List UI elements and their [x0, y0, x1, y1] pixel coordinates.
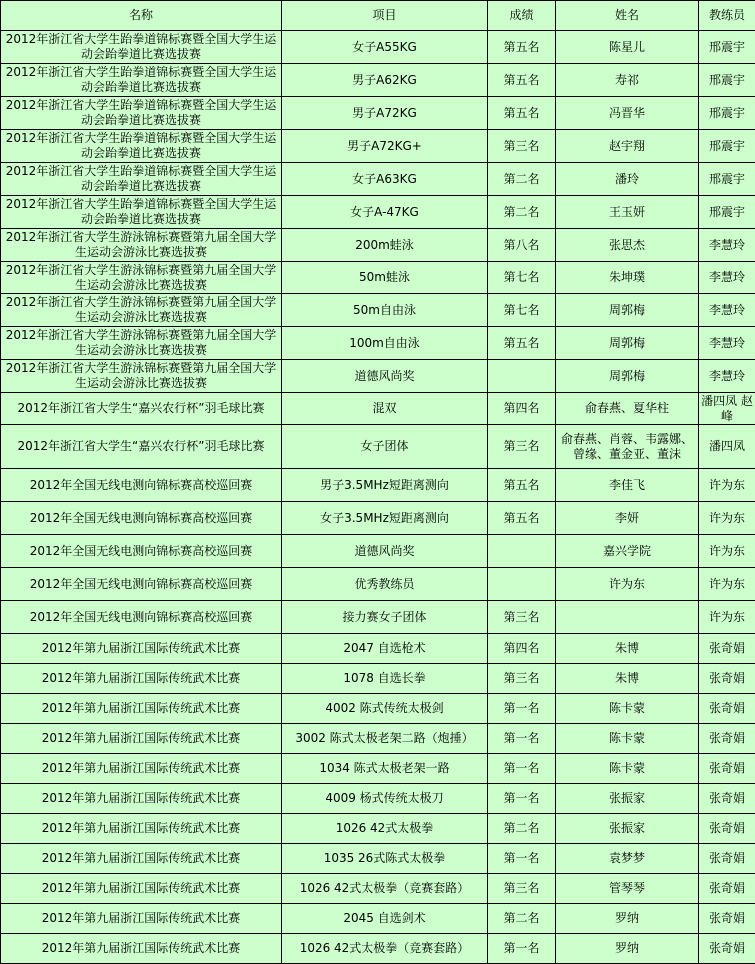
- cell-event: 1026 42式太极拳（竞赛套路）: [282, 934, 488, 964]
- cell-result: [488, 360, 556, 393]
- cell-athlete: 李妍: [556, 502, 699, 535]
- table-row: [1, 469, 755, 502]
- cell-result: 第二名: [488, 163, 556, 196]
- table-row: [1, 784, 755, 814]
- table-body: [1, 31, 755, 964]
- cell-name: 2012年全国无线电测向锦标赛高校巡回赛: [1, 601, 282, 634]
- cell-result: 第一名: [488, 694, 556, 724]
- cell-name: 2012年第九届浙江国际传统武术比赛: [1, 874, 282, 904]
- cell-event: 男子A62KG: [282, 64, 488, 97]
- cell-coach: 张奇娟: [699, 724, 755, 754]
- cell-athlete: 俞春燕、夏华柱: [556, 393, 699, 425]
- cell-event: 1034 陈式太极老架一路: [282, 754, 488, 784]
- cell-name: 2012年全国无线电测向锦标赛高校巡回赛: [1, 502, 282, 535]
- cell-athlete: 陈星儿: [556, 31, 699, 64]
- header-event: 项目: [282, 1, 488, 31]
- cell-event: 女子团体: [282, 425, 488, 469]
- table-row: [1, 634, 755, 664]
- cell-name: 2012年浙江省大学生“嘉兴农行杯”羽毛球比赛: [1, 425, 282, 469]
- cell-coach: 张奇娟: [699, 904, 755, 934]
- cell-athlete: 俞春燕、肖蓉、韦露娜、曾缘、董金亚、董沫: [556, 425, 699, 469]
- cell-athlete: 李佳飞: [556, 469, 699, 502]
- cell-athlete: 周郭梅: [556, 294, 699, 327]
- table-row: [1, 724, 755, 754]
- cell-event: 接力赛女子团体: [282, 601, 488, 634]
- table-row: [1, 664, 755, 694]
- cell-event: 男子3.5MHz短距离测向: [282, 469, 488, 502]
- table-row: [1, 31, 755, 64]
- table-row: [1, 694, 755, 724]
- cell-event: 2045 自选剑术: [282, 904, 488, 934]
- table-row: [1, 130, 755, 163]
- cell-coach: 张奇娟: [699, 874, 755, 904]
- cell-event: 道德风尚奖: [282, 360, 488, 393]
- cell-athlete: 赵宇翔: [556, 130, 699, 163]
- cell-result: 第五名: [488, 327, 556, 360]
- table-row: [1, 502, 755, 535]
- cell-result: 第七名: [488, 262, 556, 294]
- cell-result: 第三名: [488, 425, 556, 469]
- cell-name: 2012年第九届浙江国际传统武术比赛: [1, 634, 282, 664]
- cell-event: 1078 自选长拳: [282, 664, 488, 694]
- cell-result: [488, 568, 556, 601]
- cell-coach: 张奇娟: [699, 814, 755, 844]
- cell-result: 第五名: [488, 31, 556, 64]
- cell-coach: 张奇娟: [699, 664, 755, 694]
- table-row: [1, 327, 755, 360]
- cell-name: 2012年浙江省大学生游泳锦标赛暨第九届全国大学生运动会游泳比赛选拔赛: [1, 360, 282, 393]
- cell-athlete: 许为东: [556, 568, 699, 601]
- table-row: [1, 844, 755, 874]
- cell-coach: 潘四凤 赵 峰: [699, 393, 755, 425]
- cell-name: 2012年第九届浙江国际传统武术比赛: [1, 784, 282, 814]
- cell-event: 2047 自选枪术: [282, 634, 488, 664]
- cell-name: 2012年浙江省大学生跆拳道锦标赛暨全国大学生运动会跆拳道比赛选拔赛: [1, 31, 282, 64]
- cell-coach: 邢震宇: [699, 163, 755, 196]
- table-row: [1, 425, 755, 469]
- cell-result: 第三名: [488, 874, 556, 904]
- cell-athlete: 张振家: [556, 814, 699, 844]
- cell-name: 2012年第九届浙江国际传统武术比赛: [1, 934, 282, 964]
- cell-event: 男子A72KG: [282, 97, 488, 130]
- cell-coach: 许为东: [699, 535, 755, 568]
- cell-athlete: 周郭梅: [556, 327, 699, 360]
- cell-coach: 邢震宇: [699, 64, 755, 97]
- cell-athlete: 张思杰: [556, 229, 699, 262]
- cell-athlete: 陈卡蒙: [556, 754, 699, 784]
- cell-athlete: 陈卡蒙: [556, 724, 699, 754]
- header-coach: 教练员: [699, 1, 755, 31]
- cell-result: 第四名: [488, 634, 556, 664]
- cell-result: 第三名: [488, 664, 556, 694]
- cell-coach: 张奇娟: [699, 754, 755, 784]
- table-row: [1, 393, 755, 425]
- header-row: [1, 1, 755, 31]
- cell-event: 50m自由泳: [282, 294, 488, 327]
- cell-name: 2012年浙江省大学生跆拳道锦标赛暨全国大学生运动会跆拳道比赛选拔赛: [1, 64, 282, 97]
- cell-athlete: 嘉兴学院: [556, 535, 699, 568]
- cell-coach: 张奇娟: [699, 634, 755, 664]
- cell-name: 2012年第九届浙江国际传统武术比赛: [1, 664, 282, 694]
- cell-coach: 许为东: [699, 601, 755, 634]
- cell-name: 2012年浙江省大学生跆拳道锦标赛暨全国大学生运动会跆拳道比赛选拔赛: [1, 163, 282, 196]
- cell-event: 女子A-47KG: [282, 196, 488, 229]
- cell-result: 第三名: [488, 601, 556, 634]
- cell-athlete: 周郭梅: [556, 360, 699, 393]
- cell-result: 第七名: [488, 294, 556, 327]
- cell-result: 第三名: [488, 130, 556, 163]
- cell-athlete: 张振家: [556, 784, 699, 814]
- cell-athlete: 罗纳: [556, 934, 699, 964]
- table-row: [1, 294, 755, 327]
- cell-coach: 李慧玲: [699, 360, 755, 393]
- cell-event: 男子A72KG+: [282, 130, 488, 163]
- cell-coach: 邢震宇: [699, 31, 755, 64]
- table-row: [1, 97, 755, 130]
- table-row: [1, 262, 755, 294]
- table-row: [1, 229, 755, 262]
- cell-coach: 邢震宇: [699, 130, 755, 163]
- cell-coach: 张奇娟: [699, 784, 755, 814]
- table-row: [1, 568, 755, 601]
- cell-athlete: 袁梦梦: [556, 844, 699, 874]
- cell-athlete: 管琴琴: [556, 874, 699, 904]
- cell-result: 第一名: [488, 784, 556, 814]
- cell-athlete: 朱博: [556, 664, 699, 694]
- cell-coach: 李慧玲: [699, 229, 755, 262]
- table-row: [1, 874, 755, 904]
- table-row: [1, 163, 755, 196]
- cell-event: 1026 42式太极拳（竞赛套路）: [282, 874, 488, 904]
- cell-coach: 张奇娟: [699, 844, 755, 874]
- cell-name: 2012年浙江省大学生跆拳道锦标赛暨全国大学生运动会跆拳道比赛选拔赛: [1, 97, 282, 130]
- table-row: [1, 754, 755, 784]
- cell-event: 女子A55KG: [282, 31, 488, 64]
- cell-event: 道德风尚奖: [282, 535, 488, 568]
- cell-result: 第二名: [488, 196, 556, 229]
- cell-coach: 许为东: [699, 502, 755, 535]
- cell-coach: 张奇娟: [699, 934, 755, 964]
- cell-name: 2012年全国无线电测向锦标赛高校巡回赛: [1, 469, 282, 502]
- cell-coach: 许为东: [699, 469, 755, 502]
- cell-result: 第八名: [488, 229, 556, 262]
- cell-result: 第二名: [488, 814, 556, 844]
- cell-coach: 许为东: [699, 568, 755, 601]
- cell-event: 50m蛙泳: [282, 262, 488, 294]
- cell-athlete: 寿祁: [556, 64, 699, 97]
- cell-athlete: 冯晋华: [556, 97, 699, 130]
- cell-result: 第五名: [488, 64, 556, 97]
- table-row: [1, 934, 755, 964]
- cell-athlete: 潘玲: [556, 163, 699, 196]
- cell-result: [488, 535, 556, 568]
- cell-event: 优秀教练员: [282, 568, 488, 601]
- cell-name: 2012年第九届浙江国际传统武术比赛: [1, 724, 282, 754]
- header-result: 成绩: [488, 1, 556, 31]
- cell-event: 4009 杨式传统太极刀: [282, 784, 488, 814]
- cell-name: 2012年全国无线电测向锦标赛高校巡回赛: [1, 535, 282, 568]
- table-row: [1, 814, 755, 844]
- cell-event: 混双: [282, 393, 488, 425]
- cell-result: 第一名: [488, 754, 556, 784]
- cell-result: 第五名: [488, 97, 556, 130]
- cell-result: 第二名: [488, 904, 556, 934]
- cell-athlete: [556, 601, 699, 634]
- cell-name: 2012年浙江省大学生“嘉兴农行杯”羽毛球比赛: [1, 393, 282, 425]
- table-row: [1, 601, 755, 634]
- cell-coach: 邢震宇: [699, 97, 755, 130]
- cell-result: 第一名: [488, 724, 556, 754]
- cell-event: 4002 陈式传统太极剑: [282, 694, 488, 724]
- cell-name: 2012年第九届浙江国际传统武术比赛: [1, 844, 282, 874]
- table-row: [1, 904, 755, 934]
- cell-name: 2012年浙江省大学生游泳锦标赛暨第九届全国大学生运动会游泳比赛选拔赛: [1, 327, 282, 360]
- cell-event: 3002 陈式太极老架二路（炮捶）: [282, 724, 488, 754]
- cell-coach: 李慧玲: [699, 327, 755, 360]
- cell-name: 2012年第九届浙江国际传统武术比赛: [1, 694, 282, 724]
- cell-result: 第四名: [488, 393, 556, 425]
- cell-athlete: 陈卡蒙: [556, 694, 699, 724]
- table-row: [1, 535, 755, 568]
- cell-name: 2012年浙江省大学生跆拳道锦标赛暨全国大学生运动会跆拳道比赛选拔赛: [1, 196, 282, 229]
- cell-coach: 潘四凤: [699, 425, 755, 469]
- header-athlete: 姓名: [556, 1, 699, 31]
- cell-name: 2012年第九届浙江国际传统武术比赛: [1, 754, 282, 784]
- cell-athlete: 罗纳: [556, 904, 699, 934]
- header-name: 名称: [1, 1, 282, 31]
- cell-athlete: 朱坤璞: [556, 262, 699, 294]
- cell-event: 1035 26式陈式太极拳: [282, 844, 488, 874]
- cell-event: 200m蛙泳: [282, 229, 488, 262]
- cell-name: 2012年浙江省大学生跆拳道锦标赛暨全国大学生运动会跆拳道比赛选拔赛: [1, 130, 282, 163]
- cell-athlete: 朱博: [556, 634, 699, 664]
- cell-name: 2012年第九届浙江国际传统武术比赛: [1, 814, 282, 844]
- cell-athlete: 王玉妍: [556, 196, 699, 229]
- cell-name: 2012年浙江省大学生游泳锦标赛暨第九届全国大学生运动会游泳比赛选拔赛: [1, 262, 282, 294]
- cell-name: 2012年浙江省大学生游泳锦标赛暨第九届全国大学生运动会游泳比赛选拔赛: [1, 229, 282, 262]
- cell-coach: 李慧玲: [699, 262, 755, 294]
- table-row: [1, 64, 755, 97]
- cell-event: 女子A63KG: [282, 163, 488, 196]
- table-row: [1, 360, 755, 393]
- cell-result: 第五名: [488, 469, 556, 502]
- table-row: [1, 196, 755, 229]
- cell-event: 女子3.5MHz短距离测向: [282, 502, 488, 535]
- cell-event: 1026 42式太极拳: [282, 814, 488, 844]
- cell-result: 第一名: [488, 844, 556, 874]
- cell-name: 2012年全国无线电测向锦标赛高校巡回赛: [1, 568, 282, 601]
- cell-coach: 张奇娟: [699, 694, 755, 724]
- cell-result: 第一名: [488, 934, 556, 964]
- cell-coach: 邢震宇: [699, 196, 755, 229]
- cell-coach: 李慧玲: [699, 294, 755, 327]
- cell-name: 2012年第九届浙江国际传统武术比赛: [1, 904, 282, 934]
- cell-result: 第五名: [488, 502, 556, 535]
- cell-event: 100m自由泳: [282, 327, 488, 360]
- cell-name: 2012年浙江省大学生游泳锦标赛暨第九届全国大学生运动会游泳比赛选拔赛: [1, 294, 282, 327]
